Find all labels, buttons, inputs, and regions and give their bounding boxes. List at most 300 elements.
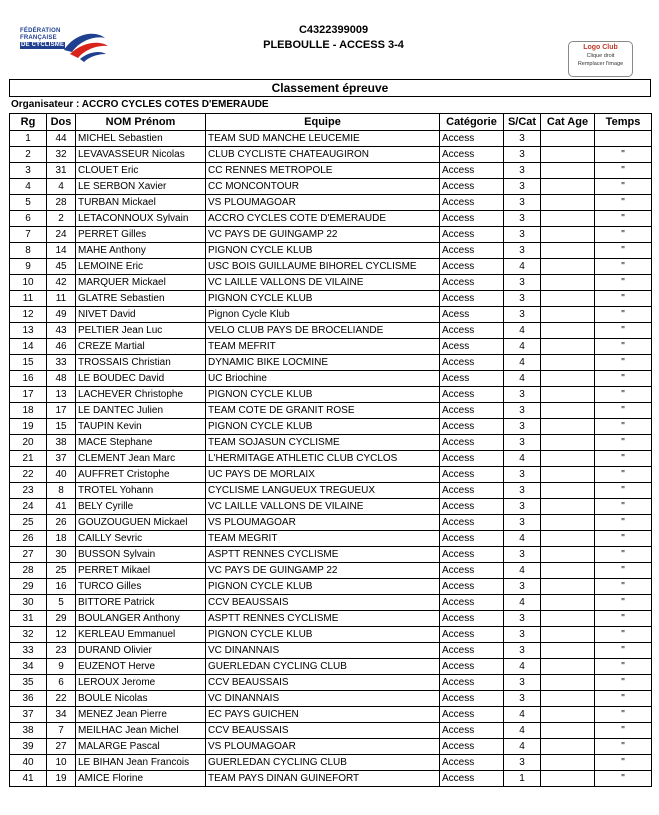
table-row	[10, 275, 652, 291]
cell-team: CCV BEAUSSAIS	[206, 595, 440, 611]
cell-bib: 38	[47, 435, 76, 451]
cell-category: Access	[440, 323, 504, 339]
cell-time: "	[595, 195, 652, 211]
cell-subcategory: 3	[504, 627, 541, 643]
cell-category: Access	[440, 595, 504, 611]
table-row	[10, 307, 652, 323]
cell-name: LE SERBON Xavier	[76, 179, 206, 195]
cell-category: Access	[440, 467, 504, 483]
table-row	[10, 707, 652, 723]
cell-subcategory: 4	[504, 707, 541, 723]
cell-rank: 34	[10, 659, 47, 675]
cell-bib: 15	[47, 419, 76, 435]
cell-age-category	[541, 723, 595, 739]
cell-subcategory: 4	[504, 723, 541, 739]
cell-rank: 24	[10, 499, 47, 515]
cell-subcategory: 3	[504, 403, 541, 419]
cell-category: Acess	[440, 307, 504, 323]
cell-rank: 32	[10, 627, 47, 643]
cell-team: CYCLISME LANGUEUX TREGUEUX	[206, 483, 440, 499]
cell-subcategory: 4	[504, 323, 541, 339]
table-row	[10, 563, 652, 579]
table-row	[10, 195, 652, 211]
table-row	[10, 323, 652, 339]
cell-category: Access	[440, 227, 504, 243]
cell-rank: 31	[10, 611, 47, 627]
cell-age-category	[541, 307, 595, 323]
cell-age-category	[541, 499, 595, 515]
table-row	[10, 723, 652, 739]
cell-category: Access	[440, 483, 504, 499]
cell-name: MARQUER Mickael	[76, 275, 206, 291]
cell-age-category	[541, 275, 595, 291]
cell-category: Access	[440, 691, 504, 707]
cell-bib: 29	[47, 611, 76, 627]
cell-team: PIGNON CYCLE KLUB	[206, 419, 440, 435]
cell-age-category	[541, 531, 595, 547]
table-row	[10, 547, 652, 563]
cell-rank: 2	[10, 147, 47, 163]
table-row	[10, 419, 652, 435]
cell-bib: 43	[47, 323, 76, 339]
cell-subcategory: 3	[504, 387, 541, 403]
cell-subcategory: 3	[504, 643, 541, 659]
cell-team: PIGNON CYCLE KLUB	[206, 243, 440, 259]
cell-bib: 45	[47, 259, 76, 275]
cell-time: "	[595, 323, 652, 339]
cell-time: "	[595, 691, 652, 707]
table-row	[10, 771, 652, 787]
cell-age-category	[541, 291, 595, 307]
cell-name: GOUZOUGUEN Mickael	[76, 515, 206, 531]
cell-age-category	[541, 339, 595, 355]
ranking-banner: Classement épreuve	[9, 79, 651, 97]
cell-team: GUERLEDAN CYCLING CLUB	[206, 755, 440, 771]
cell-time: "	[595, 707, 652, 723]
cell-age-category	[541, 707, 595, 723]
event-title: PLEBOULLE - ACCESS 3-4	[263, 39, 404, 51]
cell-team: VS PLOUMAGOAR	[206, 195, 440, 211]
cell-rank: 26	[10, 531, 47, 547]
cell-team: VC DINANNAIS	[206, 691, 440, 707]
cell-category: Access	[440, 179, 504, 195]
cell-name: CAILLY Sevric	[76, 531, 206, 547]
cell-category: Access	[440, 547, 504, 563]
cell-age-category	[541, 259, 595, 275]
cell-time: "	[595, 659, 652, 675]
cell-age-category	[541, 179, 595, 195]
cell-name: LE BOUDEC David	[76, 371, 206, 387]
cell-team: TEAM COTE DE GRANIT ROSE	[206, 403, 440, 419]
table-row	[10, 739, 652, 755]
cell-subcategory: 4	[504, 371, 541, 387]
cell-bib: 48	[47, 371, 76, 387]
cell-age-category	[541, 547, 595, 563]
logo-line-1: FÉDÉRATION	[20, 28, 61, 34]
cell-team: VC PAYS DE GUINGAMP 22	[206, 227, 440, 243]
cell-subcategory: 4	[504, 451, 541, 467]
cell-bib: 33	[47, 355, 76, 371]
table-row	[10, 611, 652, 627]
cell-age-category	[541, 131, 595, 147]
cell-subcategory: 3	[504, 611, 541, 627]
cell-time: "	[595, 355, 652, 371]
cell-category: Access	[440, 387, 504, 403]
cell-team: ACCRO CYCLES COTE D'EMERAUDE	[206, 211, 440, 227]
cell-subcategory: 3	[504, 675, 541, 691]
cell-name: TROSSAIS Christian	[76, 355, 206, 371]
table-row	[10, 515, 652, 531]
cell-team: VC LAILLE VALLONS DE VILAINE	[206, 499, 440, 515]
cell-age-category	[541, 659, 595, 675]
cell-subcategory: 4	[504, 531, 541, 547]
cell-subcategory: 1	[504, 771, 541, 787]
table-row	[10, 403, 652, 419]
col-header-age-category: Cat Age	[541, 114, 595, 131]
cell-name: MENEZ Jean Pierre	[76, 707, 206, 723]
cell-time: "	[595, 739, 652, 755]
cell-name: GLATRE Sebastien	[76, 291, 206, 307]
cell-category: Access	[440, 723, 504, 739]
cell-bib: 42	[47, 275, 76, 291]
cell-age-category	[541, 451, 595, 467]
cell-rank: 41	[10, 771, 47, 787]
cell-bib: 13	[47, 387, 76, 403]
cell-category: Access	[440, 355, 504, 371]
logo-line-3: DE CYCLISME	[21, 42, 65, 48]
cell-name: NIVET David	[76, 307, 206, 323]
logo-club-placeholder[interactable]	[568, 41, 633, 77]
cell-bib: 46	[47, 339, 76, 355]
cell-rank: 40	[10, 755, 47, 771]
cell-name: LACHEVER Christophe	[76, 387, 206, 403]
cell-bib: 2	[47, 211, 76, 227]
cell-age-category	[541, 211, 595, 227]
cell-time: "	[595, 259, 652, 275]
cell-subcategory: 3	[504, 435, 541, 451]
cell-age-category	[541, 755, 595, 771]
cell-category: Access	[440, 147, 504, 163]
cell-age-category	[541, 435, 595, 451]
cell-team: PIGNON CYCLE KLUB	[206, 579, 440, 595]
cell-subcategory: 4	[504, 259, 541, 275]
cell-rank: 4	[10, 179, 47, 195]
cell-subcategory: 3	[504, 579, 541, 595]
col-header-time: Temps	[595, 114, 652, 131]
cell-bib: 7	[47, 723, 76, 739]
table-row	[10, 755, 652, 771]
cell-name: AMICE Florine	[76, 771, 206, 787]
cell-team: VC DINANNAIS	[206, 643, 440, 659]
cell-team: USC BOIS GUILLAUME BIHOREL CYCLISME	[206, 259, 440, 275]
cell-team: VELO CLUB PAYS DE BROCELIANDE	[206, 323, 440, 339]
cell-age-category	[541, 419, 595, 435]
cell-category: Access	[440, 563, 504, 579]
cell-team: TEAM PAYS DINAN GUINEFORT	[206, 771, 440, 787]
cell-bib: 17	[47, 403, 76, 419]
table-row	[10, 259, 652, 275]
cell-name: PELTIER Jean Luc	[76, 323, 206, 339]
table-row	[10, 659, 652, 675]
cell-subcategory: 3	[504, 275, 541, 291]
cell-rank: 19	[10, 419, 47, 435]
cell-subcategory: 3	[504, 243, 541, 259]
cell-age-category	[541, 627, 595, 643]
table-row	[10, 627, 652, 643]
cell-name: MACE Stephane	[76, 435, 206, 451]
col-header-name: NOM Prénom	[76, 114, 206, 131]
cell-team: PIGNON CYCLE KLUB	[206, 627, 440, 643]
cell-name: BITTORE Patrick	[76, 595, 206, 611]
cell-time: "	[595, 595, 652, 611]
cell-team: VS PLOUMAGOAR	[206, 515, 440, 531]
cell-name: BOULANGER Anthony	[76, 611, 206, 627]
cell-bib: 25	[47, 563, 76, 579]
cell-bib: 44	[47, 131, 76, 147]
cell-subcategory: 3	[504, 179, 541, 195]
cell-name: TURCO Gilles	[76, 579, 206, 595]
cell-name: TROTEL Yohann	[76, 483, 206, 499]
cell-subcategory: 3	[504, 691, 541, 707]
cell-name: AUFFRET Cristophe	[76, 467, 206, 483]
cell-bib: 9	[47, 659, 76, 675]
cell-time: "	[595, 147, 652, 163]
cell-time: "	[595, 227, 652, 243]
cell-subcategory: 3	[504, 163, 541, 179]
cell-age-category	[541, 163, 595, 179]
cell-subcategory: 4	[504, 339, 541, 355]
cell-name: LEROUX Jerome	[76, 675, 206, 691]
cell-rank: 8	[10, 243, 47, 259]
cell-team: Pignon Cycle Klub	[206, 307, 440, 323]
table-row	[10, 339, 652, 355]
cell-time: "	[595, 643, 652, 659]
cell-category: Access	[440, 195, 504, 211]
cell-name: BUSSON Sylvain	[76, 547, 206, 563]
table-row	[10, 643, 652, 659]
cell-rank: 35	[10, 675, 47, 691]
cell-bib: 11	[47, 291, 76, 307]
cell-team: ASPTT RENNES CYCLISME	[206, 547, 440, 563]
cell-team: CCV BEAUSSAIS	[206, 723, 440, 739]
table-row	[10, 387, 652, 403]
cell-bib: 28	[47, 195, 76, 211]
cell-name: MALARGE Pascal	[76, 739, 206, 755]
col-header-bib: Dos	[47, 114, 76, 131]
cell-rank: 14	[10, 339, 47, 355]
cell-name: LE DANTEC Julien	[76, 403, 206, 419]
cell-category: Access	[440, 515, 504, 531]
cell-age-category	[541, 147, 595, 163]
cell-team: PIGNON CYCLE KLUB	[206, 387, 440, 403]
table-header-row	[10, 114, 652, 131]
table-row	[10, 435, 652, 451]
cell-age-category	[541, 611, 595, 627]
table-row	[10, 371, 652, 387]
cell-subcategory: 3	[504, 211, 541, 227]
cell-time: "	[595, 387, 652, 403]
cell-age-category	[541, 643, 595, 659]
cell-category: Access	[440, 499, 504, 515]
cell-time: "	[595, 771, 652, 787]
col-header-subcategory: S/Cat	[504, 114, 541, 131]
cell-rank: 37	[10, 707, 47, 723]
cell-team: UC PAYS DE MORLAIX	[206, 467, 440, 483]
cell-category: Access	[440, 291, 504, 307]
cell-subcategory: 3	[504, 419, 541, 435]
table-row	[10, 147, 652, 163]
col-header-category: Catégorie	[440, 114, 504, 131]
cell-subcategory: 4	[504, 355, 541, 371]
cell-time: "	[595, 563, 652, 579]
cell-category: Access	[440, 531, 504, 547]
cell-rank: 29	[10, 579, 47, 595]
cell-time: "	[595, 499, 652, 515]
cell-category: Access	[440, 451, 504, 467]
cell-rank: 30	[10, 595, 47, 611]
cell-category: Access	[440, 259, 504, 275]
cell-name: BELY Cyrille	[76, 499, 206, 515]
cell-age-category	[541, 483, 595, 499]
cell-bib: 6	[47, 675, 76, 691]
cell-bib: 14	[47, 243, 76, 259]
cell-rank: 38	[10, 723, 47, 739]
cell-category: Access	[440, 211, 504, 227]
cell-time: "	[595, 723, 652, 739]
cell-bib: 30	[47, 547, 76, 563]
cell-subcategory: 3	[504, 307, 541, 323]
cell-time: "	[595, 275, 652, 291]
cell-subcategory: 4	[504, 563, 541, 579]
cell-team: TEAM SOJASUN CYCLISME	[206, 435, 440, 451]
cell-category: Access	[440, 643, 504, 659]
cell-time: "	[595, 435, 652, 451]
cell-bib: 5	[47, 595, 76, 611]
cell-team: CLUB CYCLISTE CHATEAUGIRON	[206, 147, 440, 163]
cell-team: ASPTT RENNES CYCLISME	[206, 611, 440, 627]
cell-subcategory: 3	[504, 755, 541, 771]
cell-time: "	[595, 755, 652, 771]
cell-bib: 40	[47, 467, 76, 483]
cell-bib: 24	[47, 227, 76, 243]
cell-name: BOULE Nicolas	[76, 691, 206, 707]
cell-rank: 25	[10, 515, 47, 531]
cell-team: TEAM SUD MANCHE LEUCEMIE	[206, 131, 440, 147]
cell-category: Access	[440, 755, 504, 771]
cell-time: "	[595, 371, 652, 387]
cell-bib: 49	[47, 307, 76, 323]
cell-rank: 3	[10, 163, 47, 179]
organizer-line: Organisateur : ACCRO CYCLES COTES D'EMERAUDE	[11, 99, 269, 110]
cell-category: Access	[440, 419, 504, 435]
results-body	[10, 131, 652, 787]
cell-team: GUERLEDAN CYCLING CLUB	[206, 659, 440, 675]
cell-rank: 28	[10, 563, 47, 579]
cell-time: "	[595, 467, 652, 483]
cell-name: PERRET Mikael	[76, 563, 206, 579]
cell-name: MAHE Anthony	[76, 243, 206, 259]
table-row	[10, 355, 652, 371]
cell-rank: 20	[10, 435, 47, 451]
event-code: C4322399009	[298, 24, 369, 36]
cell-bib: 8	[47, 483, 76, 499]
cell-time: "	[595, 339, 652, 355]
cell-time: "	[595, 483, 652, 499]
cell-bib: 19	[47, 771, 76, 787]
cell-bib: 31	[47, 163, 76, 179]
cell-age-category	[541, 675, 595, 691]
cell-subcategory: 3	[504, 483, 541, 499]
cell-time	[595, 131, 652, 147]
cell-team: TEAM MEGRIT	[206, 531, 440, 547]
cell-category: Access	[440, 675, 504, 691]
cell-team: VS PLOUMAGOAR	[206, 739, 440, 755]
cell-rank: 17	[10, 387, 47, 403]
cell-time: "	[595, 419, 652, 435]
cell-subcategory: 3	[504, 515, 541, 531]
cell-subcategory: 3	[504, 467, 541, 483]
cell-team: CCV BEAUSSAIS	[206, 675, 440, 691]
cell-subcategory: 4	[504, 739, 541, 755]
cell-name: TURBAN Mickael	[76, 195, 206, 211]
cell-category: Access	[440, 627, 504, 643]
table-row	[10, 243, 652, 259]
table-row	[10, 451, 652, 467]
cell-age-category	[541, 515, 595, 531]
cell-time: "	[595, 547, 652, 563]
cell-category: Access	[440, 611, 504, 627]
cell-category: Acess	[440, 339, 504, 355]
cell-category: Access	[440, 739, 504, 755]
cell-bib: 18	[47, 531, 76, 547]
table-row	[10, 211, 652, 227]
cell-name: LETACONNOUX Sylvain	[76, 211, 206, 227]
cell-age-category	[541, 595, 595, 611]
cell-rank: 15	[10, 355, 47, 371]
cell-rank: 33	[10, 643, 47, 659]
cell-bib: 4	[47, 179, 76, 195]
cell-name: LE BIHAN Jean Francois	[76, 755, 206, 771]
cell-time: "	[595, 211, 652, 227]
table-row	[10, 227, 652, 243]
cell-time: "	[595, 243, 652, 259]
cell-name: KERLEAU Emmanuel	[76, 627, 206, 643]
cell-category: Acess	[440, 371, 504, 387]
cell-team: L'HERMITAGE ATHLETIC CLUB CYCLOS	[206, 451, 440, 467]
cell-name: LEVAVASSEUR Nicolas	[76, 147, 206, 163]
cell-time: "	[595, 291, 652, 307]
cell-name: PERRET Gilles	[76, 227, 206, 243]
cell-bib: 26	[47, 515, 76, 531]
cell-name: CLEMENT Jean Marc	[76, 451, 206, 467]
cell-time: "	[595, 515, 652, 531]
cell-name: EUZENOT Herve	[76, 659, 206, 675]
cell-age-category	[541, 323, 595, 339]
logo-club-line-1: Clique droit	[586, 53, 615, 59]
cell-subcategory: 3	[504, 547, 541, 563]
cell-time: "	[595, 307, 652, 323]
cell-rank: 12	[10, 307, 47, 323]
cell-time: "	[595, 579, 652, 595]
cell-time: "	[595, 403, 652, 419]
cell-time: "	[595, 675, 652, 691]
results-table	[9, 113, 652, 787]
cell-category: Access	[440, 579, 504, 595]
cell-rank: 10	[10, 275, 47, 291]
col-header-team: Equipe	[206, 114, 440, 131]
cell-category: Access	[440, 163, 504, 179]
cell-bib: 23	[47, 643, 76, 659]
